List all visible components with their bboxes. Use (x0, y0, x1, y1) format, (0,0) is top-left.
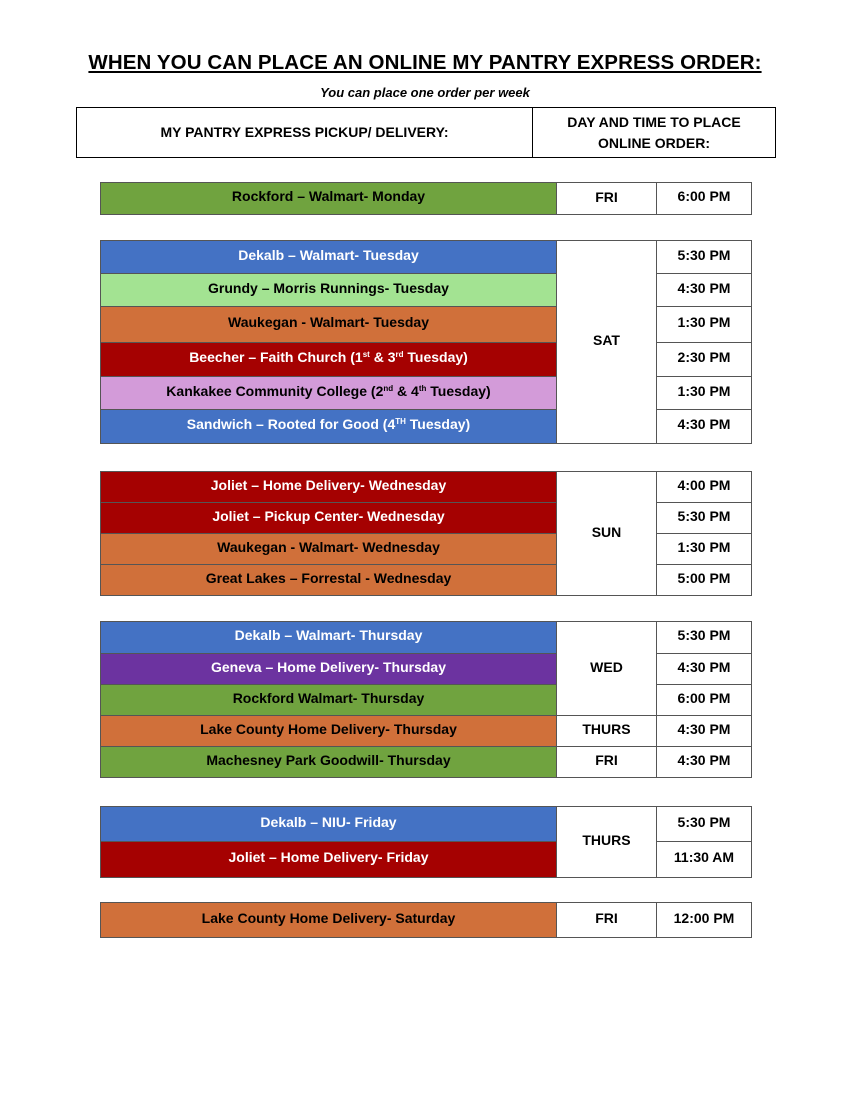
order-time: 4:30 PM (657, 654, 752, 685)
header-table (76, 107, 776, 158)
order-time: 5:30 PM (657, 807, 752, 842)
page-title: WHEN YOU CAN PLACE AN ONLINE MY PANTRY EXPRESS ORDER: (88, 51, 762, 74)
location-name: Great Lakes – Forrestal - Wednesday (101, 565, 557, 596)
order-day: THURS (557, 807, 657, 878)
order-time: 6:00 PM (657, 685, 752, 716)
order-day: FRI (557, 903, 657, 938)
location-name: Kankakee Community College (2nd & 4th Tuesday) (101, 377, 557, 410)
order-time: 6:00 PM (657, 183, 752, 215)
order-time: 1:30 PM (657, 377, 752, 410)
order-time: 5:30 PM (657, 503, 752, 534)
order-day: SUN (557, 472, 657, 596)
order-time: 12:00 PM (657, 903, 752, 938)
location-name: Grundy – Morris Runnings- Tuesday (101, 274, 557, 307)
schedule-row (101, 807, 752, 842)
order-time: 4:00 PM (657, 472, 752, 503)
location-name: Dekalb – NIU- Friday (101, 807, 557, 842)
order-time: 1:30 PM (657, 307, 752, 343)
schedule-row (101, 903, 752, 938)
schedule-group (100, 471, 752, 596)
order-day: WED (557, 622, 657, 716)
header-day-time: DAY AND TIME TO PLACE ONLINE ORDER: (533, 108, 776, 158)
location-name: Lake County Home Delivery- Thursday (101, 716, 557, 747)
location-name: Dekalb – Walmart- Tuesday (101, 241, 557, 274)
schedule-group (100, 240, 752, 444)
order-day: FRI (557, 183, 657, 215)
schedule-group (100, 806, 752, 878)
location-name: Machesney Park Goodwill- Thursday (101, 747, 557, 778)
location-name: Joliet – Home Delivery- Friday (101, 842, 557, 878)
schedule-group (100, 902, 752, 938)
order-day: THURS (557, 716, 657, 747)
order-time: 4:30 PM (657, 410, 752, 444)
location-name: Joliet – Home Delivery- Wednesday (101, 472, 557, 503)
schedule-group (100, 621, 752, 778)
order-time: 5:00 PM (657, 565, 752, 596)
schedule-row (101, 183, 752, 215)
location-name: Geneva – Home Delivery- Thursday (101, 654, 557, 685)
order-time: 2:30 PM (657, 343, 752, 377)
location-name: Rockford – Walmart- Monday (101, 183, 557, 215)
order-time: 1:30 PM (657, 534, 752, 565)
header-pickup-delivery: MY PANTRY EXPRESS PICKUP/ DELIVERY: (77, 108, 533, 158)
location-name: Joliet – Pickup Center- Wednesday (101, 503, 557, 534)
location-name: Rockford Walmart- Thursday (101, 685, 557, 716)
schedule-row (101, 622, 752, 654)
location-name: Waukegan - Walmart- Tuesday (101, 307, 557, 343)
page-subtitle: You can place one order per week (320, 85, 530, 100)
schedule-row (101, 747, 752, 778)
location-name: Waukegan - Walmart- Wednesday (101, 534, 557, 565)
order-time: 5:30 PM (657, 241, 752, 274)
location-name: Sandwich – Rooted for Good (4TH Tuesday) (101, 410, 557, 444)
order-day: FRI (557, 747, 657, 778)
order-time: 4:30 PM (657, 747, 752, 778)
order-time: 5:30 PM (657, 622, 752, 654)
order-day: SAT (557, 241, 657, 444)
order-time: 11:30 AM (657, 842, 752, 878)
location-name: Lake County Home Delivery- Saturday (101, 903, 557, 938)
schedule-row (101, 241, 752, 274)
order-time: 4:30 PM (657, 274, 752, 307)
schedule-group (100, 182, 752, 215)
location-name: Dekalb – Walmart- Thursday (101, 622, 557, 654)
location-name: Beecher – Faith Church (1st & 3rd Tuesday) (101, 343, 557, 377)
schedule-row (101, 716, 752, 747)
order-time: 4:30 PM (657, 716, 752, 747)
schedule-row (101, 472, 752, 503)
